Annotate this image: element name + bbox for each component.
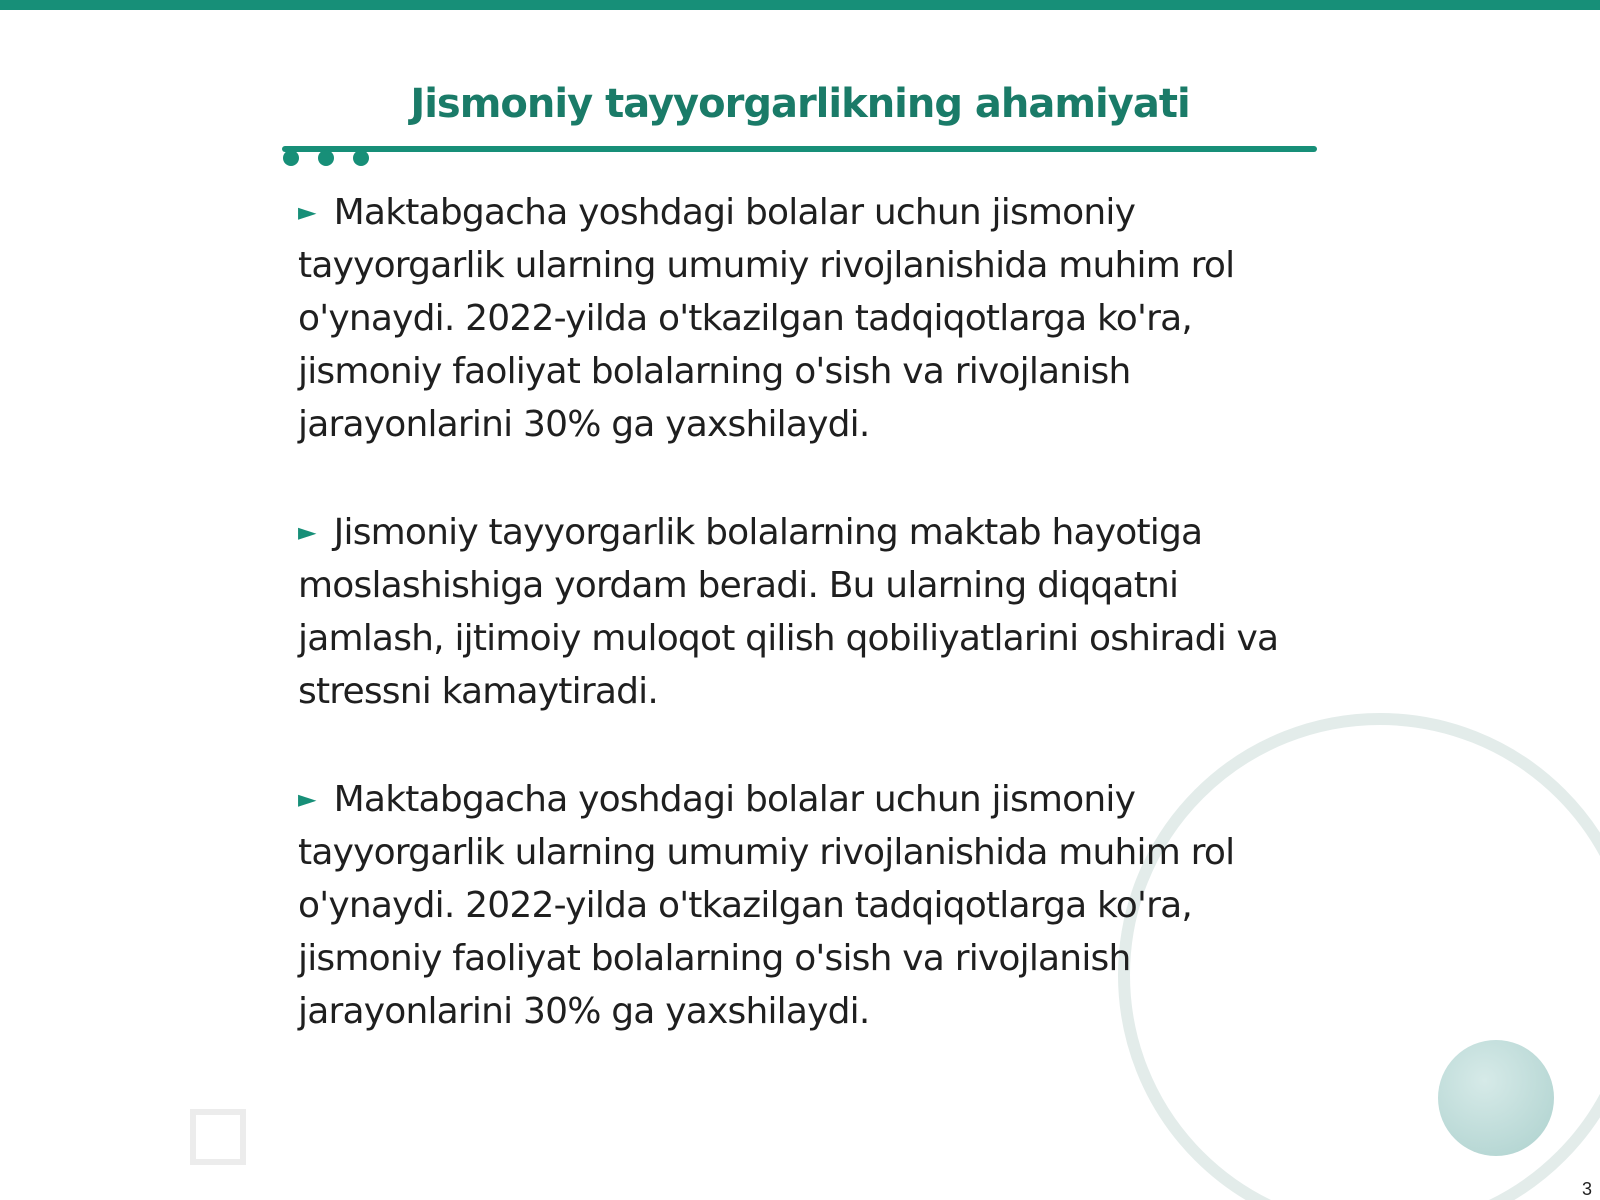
slide-title: Jismoniy tayyorgarlikning ahamiyati [410,81,1190,127]
bullet-item [298,773,1298,1038]
title-dot-2 [318,150,334,166]
triangle-bullet-icon: ► [298,198,316,226]
square-outline-decoration [193,1112,243,1162]
bullet-list [298,186,1298,1093]
bullet-text: Maktabgacha yoshdagi bolalar uchun jismoniy tayyorgarlik ularning umumiy rivojlanishida muhim rol o'ynaydi. 2022-yilda o'tkazilgan tadqiqotlarga ko'ra, jismoniy faoliyat bolalarning o'sish va rivojlanish jarayonlarini 30% ga yaxshilaydi. [298,779,1235,1032]
title-underline [282,146,1317,152]
bullet-item [298,186,1298,451]
bullet-text: Maktabgacha yoshdagi bolalar uchun jismoniy tayyorgarlik ularning umumiy rivojlanishida muhim rol o'ynaydi. 2022-yilda o'tkazilgan tadqiqotlarga ko'ra, jismoniy faoliyat bolalarning o'sish va rivojlanish jarayonlarini 30% ga yaxshilaydi. [298,192,1235,445]
bullet-item [298,506,1298,718]
page-number: 3 [1581,1179,1592,1199]
triangle-bullet-icon: ► [298,518,316,546]
small-ball-decoration [1438,1040,1554,1156]
bullet-text: Jismoniy tayyorgarlik bolalarning maktab hayotiga moslashishiga yordam beradi. Bu ularning diqqatni jamlash, ijtimoiy muloqot qilish qobiliyatlarini oshiradi va stressni kamaytiradi. [298,512,1279,712]
triangle-bullet-icon: ► [298,785,316,813]
top-accent-bar [0,0,1600,10]
title-dot-3 [353,150,369,166]
title-dot-1 [283,150,299,166]
